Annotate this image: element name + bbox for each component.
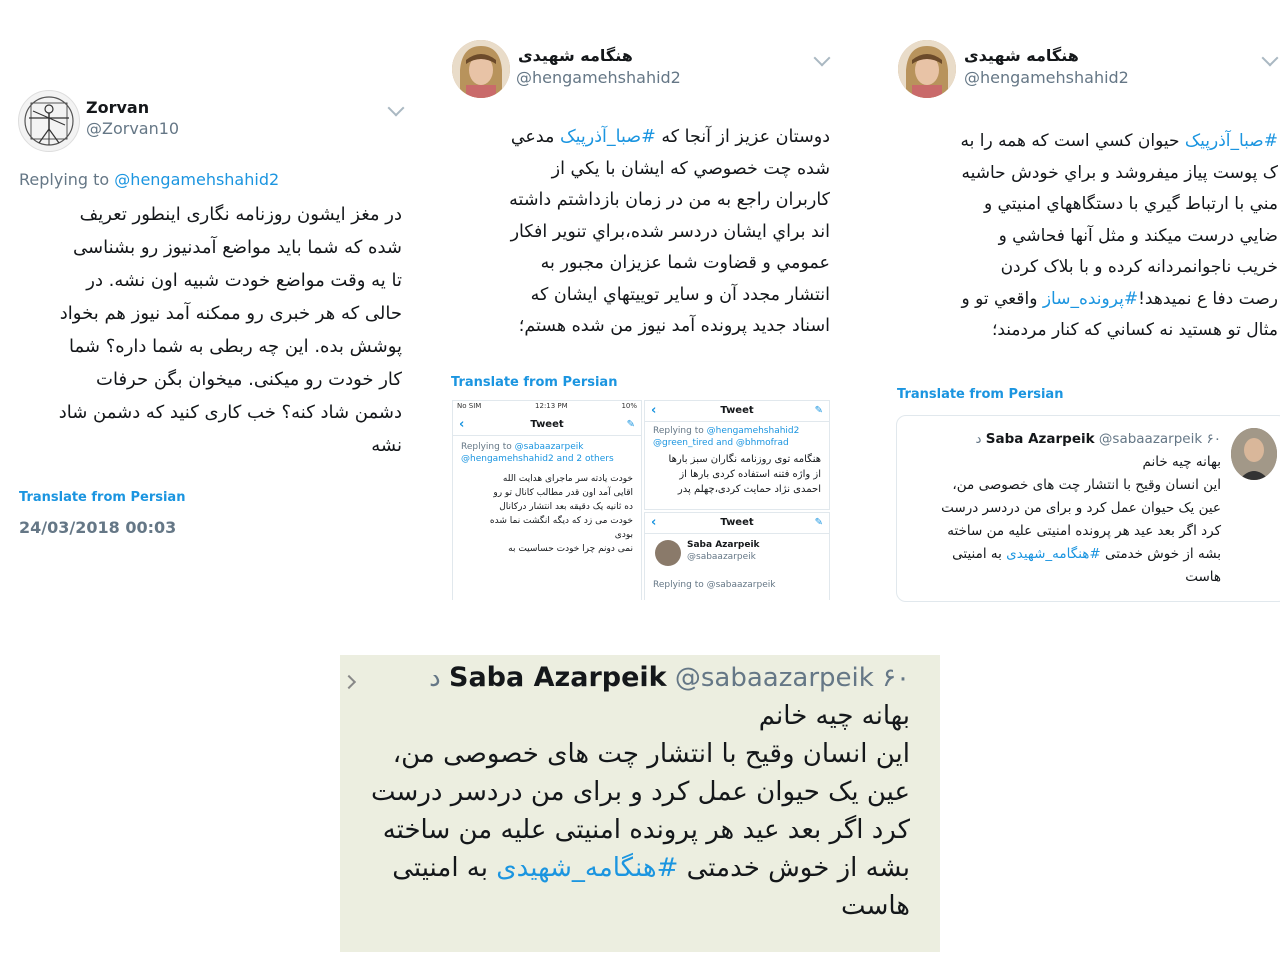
body-line: ضایي درست میکند و مثل آنها فحاشي و: [998, 225, 1278, 246]
status-bar: [453, 401, 641, 415]
attached-image-left[interactable]: [452, 400, 642, 600]
profile-photo-icon: [898, 40, 956, 98]
display-name[interactable]: هنگامه شهیدی: [964, 46, 1079, 65]
quoted-body: [896, 428, 1221, 589]
translate-link[interactable]: Translate from Persian: [897, 387, 1064, 402]
body-line: شده که شما باید مواضع آمدنیوز رو بشناسی: [73, 237, 402, 258]
body-text: مدعي: [510, 127, 560, 147]
zoom-line: هاست: [841, 891, 910, 921]
user-handle[interactable]: @Zorvan10: [86, 119, 180, 138]
hashtag-link[interactable]: #هنگامه_شهیدی: [1006, 546, 1101, 562]
vitruvian-icon: [19, 91, 79, 151]
shot-title-bar: [453, 415, 641, 436]
shot-line: خودت می زد که دیگه انگشت نما شده: [489, 516, 633, 526]
body-line: شده چت خصوصي که ایشان با یکي از: [551, 158, 830, 179]
status-time: 12:13 PM: [535, 402, 568, 410]
zoom-name: Saba Azarpeik: [449, 662, 667, 693]
shot-title: Tweet: [720, 517, 754, 528]
shot-name: Saba Azarpeik: [687, 540, 760, 550]
profile-photo-icon: [1231, 428, 1277, 480]
body-line: عمومي و قضاوت شما عزیزان مجبور به: [540, 253, 830, 273]
body-line: مثال تو هستید نه کساني که کنار مردمند؛: [991, 320, 1278, 340]
status-battery: 10%: [621, 402, 637, 410]
body-line: کار خودت رو میکنی. میخوان بگن حرفات: [96, 369, 402, 390]
user-handle[interactable]: @hengamehshahid2: [516, 68, 681, 87]
shot-line: خودت یادته سر ماجرای هدایت الله: [502, 474, 633, 484]
shot-line: از واژه فتنه استفاده کردی بارها از: [679, 469, 821, 480]
chevron-down-icon[interactable]: [1262, 50, 1279, 67]
shot-replying-prefix: Replying to: [653, 426, 704, 436]
display-name[interactable]: هنگامه شهیدی: [518, 46, 633, 65]
body-line: حالی که هر خبری رو ممکنه آمد نیوز هم بخواد: [59, 303, 402, 324]
tweet-middle: [440, 30, 848, 600]
quoted-name: Saba Azarpeik: [985, 431, 1095, 447]
zoom-line: [350, 849, 910, 887]
hashtag-link[interactable]: #صبا_آذرپیک: [559, 127, 656, 147]
zoom-handle: @sabaazarpeik: [674, 663, 874, 693]
display-name[interactable]: Zorvan: [86, 98, 150, 117]
quoted-time: ۶۰ د: [975, 431, 1221, 447]
profile-photo-icon: [452, 40, 510, 98]
quoted-line: [896, 543, 1221, 566]
tweet-right: [878, 30, 1280, 605]
body-line: کاربران راجع به من در زمان بازداشتم داشته: [509, 190, 830, 210]
body-line: [450, 122, 830, 154]
quoted-header: [896, 428, 1221, 451]
reply-feather-icon: ✎: [814, 517, 823, 528]
reply-feather-icon: ✎: [814, 405, 823, 416]
shot-replying-prefix: Replying to: [461, 442, 512, 452]
hashtag-link: #هنگامه_شهیدی: [496, 853, 679, 883]
zoom-header: [350, 659, 910, 697]
body-line: ک پوست پیاز میفروشد و براي خودش حاشیه: [961, 162, 1278, 183]
shot-line: هنگامه توی روزنامه نگاران سبز بارها: [668, 454, 821, 465]
shot-replying-handle: @hengamehshahid2: [706, 426, 800, 436]
quoted-line: کرد اگر بعد عید هر پرونده امنیتی علیه من ساخته: [947, 523, 1221, 539]
body-line: مني با ارتباط گیري با دستگاههاي امنیتي و: [983, 194, 1278, 214]
body-line: خریب ناجوانمردانه کرده و با بلاک کردن: [1000, 257, 1278, 277]
shot-line: اقایی آمد اون قدر مطالب کانال تو رو: [493, 488, 633, 498]
quoted-text: به امنیتی: [952, 546, 1007, 562]
shot-handle: @sabaazarpeik: [687, 552, 756, 562]
zoom-line: عین یک حیوان عمل کرد و برای من دردسر درست: [371, 777, 910, 807]
replying-to: [19, 170, 279, 189]
body-line: پوشش بده. این چه ربطی به شما داره؟ شما: [69, 336, 402, 357]
zoom-text: بشه از خوش خدمتی: [678, 853, 910, 883]
hashtag-link[interactable]: #پرونده_ساز: [1042, 288, 1139, 309]
quoted-tweet[interactable]: [896, 415, 1280, 602]
shot-title-bar: [645, 401, 829, 422]
zoom-line: کرد اگر بعد عید هر پرونده امنیتی علیه من ساخته: [382, 815, 910, 845]
shot-replying-line2: @hengamehshahid2 and 2 others: [461, 454, 614, 464]
tweet-zorvan: [0, 80, 420, 550]
user-handle[interactable]: @hengamehshahid2: [964, 68, 1129, 87]
zoom-text: به امنیتی: [392, 853, 497, 883]
zoomed-quoted-tweet: [340, 655, 940, 952]
body-line: [878, 126, 1278, 158]
attached-image-right-bottom[interactable]: [644, 512, 830, 600]
shot-user-row: [645, 534, 829, 578]
back-icon: ‹: [459, 417, 465, 432]
shot-title-bar: [645, 513, 829, 534]
shot-title: Tweet: [530, 419, 564, 430]
shot-replying: Replying to @sabaazarpeik: [653, 580, 776, 590]
back-icon: ‹: [651, 403, 657, 418]
quoted-handle: @sabaazarpeik: [1098, 431, 1203, 447]
shot-avatar: [655, 540, 681, 566]
shot-replying-line2: @green_tired and @bhmofrad: [653, 438, 789, 448]
shot-replying-handle: @sabaazarpeik: [514, 442, 584, 452]
zoom-body: [350, 659, 910, 925]
quoted-line: این انسان وقیح با انتشار چت های خصوصی من،: [952, 477, 1221, 493]
tweet-body: [10, 198, 402, 462]
shot-line: نمی دونم چرا خودت حساسیت به: [508, 544, 633, 554]
tweet-date[interactable]: 24/03/2018 00:03: [19, 518, 177, 537]
back-icon: ‹: [651, 515, 657, 530]
quoted-text: بشه از خوش خدمتی: [1100, 546, 1221, 562]
shot-line: بودی: [614, 530, 633, 540]
body-text: واقعي تو و: [961, 288, 1043, 309]
body-text: حیوان کسي است که همه را به: [960, 131, 1185, 151]
chevron-down-icon[interactable]: [814, 50, 831, 67]
body-line: در مغز ایشون روزنامه نگاری اینطور تعریف: [79, 204, 402, 225]
reply-feather-icon: ✎: [626, 419, 635, 430]
shot-replying: [453, 436, 641, 454]
shot-replying: [645, 422, 829, 438]
replying-prefix: Replying to: [19, 170, 110, 189]
zoom-line: این انسان وقیح با انتشار چت های خصوصی من،: [392, 739, 910, 769]
shot-line: ده ثانیه یک دقیقه بعد انتشار درکانال: [499, 502, 633, 512]
zoom-time: ۶۰ د: [429, 663, 910, 693]
body-line: اسناد جدید پرونده آمد نیوز من شده هستم؛: [518, 316, 830, 336]
body-line: نشه: [371, 435, 402, 456]
body-line: دشمن شاد کنه؟ خب کاری کنید که دشمن شاد: [58, 402, 402, 423]
zorvan-avatar[interactable]: [18, 90, 80, 152]
status-carrier: No SIM: [457, 402, 482, 410]
quoted-line: هاست: [1185, 569, 1221, 585]
body-line: تا یه وقت مواضع خودت شبیه اون نشه. در: [86, 270, 402, 291]
shot-title: Tweet: [720, 405, 754, 416]
shot-body: [645, 450, 829, 499]
tweet-body: [878, 126, 1278, 347]
body-line: اند براي ایشان دردسر شده،براي تنویر افکار: [510, 221, 830, 242]
body-line: [878, 284, 1278, 316]
hengameh-avatar[interactable]: [452, 40, 510, 98]
hashtag-link[interactable]: #صبا_آذرپیک: [1184, 131, 1278, 151]
quoted-avatar: [1231, 428, 1277, 480]
body-text: دوستان عزیز از آنجا که: [655, 127, 830, 147]
shot-line: احمدی نژاد حمایت کردی،چهلم پدر: [677, 484, 821, 495]
quoted-line: عین یک حیوان عمل کرد و برای من دردسر درست: [941, 500, 1221, 516]
translate-link[interactable]: Translate from Persian: [19, 490, 186, 505]
quoted-line: بهانه چیه خانم: [1142, 454, 1221, 470]
replying-handle-link[interactable]: @hengamehshahid2: [114, 170, 280, 189]
attached-image-right-top[interactable]: [644, 400, 830, 510]
hengameh-avatar[interactable]: [898, 40, 956, 98]
tweet-body: [450, 122, 830, 343]
zoom-line: بهانه چیه خانم: [758, 701, 910, 731]
translate-link[interactable]: Translate from Persian: [451, 375, 618, 390]
shot-body: [453, 466, 641, 558]
body-line: انتشار مجدد آن و سایر توییتهاي ایشان که: [530, 284, 830, 305]
body-text: رصت دفا ع نمیدهد!: [1138, 288, 1278, 309]
chevron-down-icon[interactable]: [388, 100, 405, 117]
